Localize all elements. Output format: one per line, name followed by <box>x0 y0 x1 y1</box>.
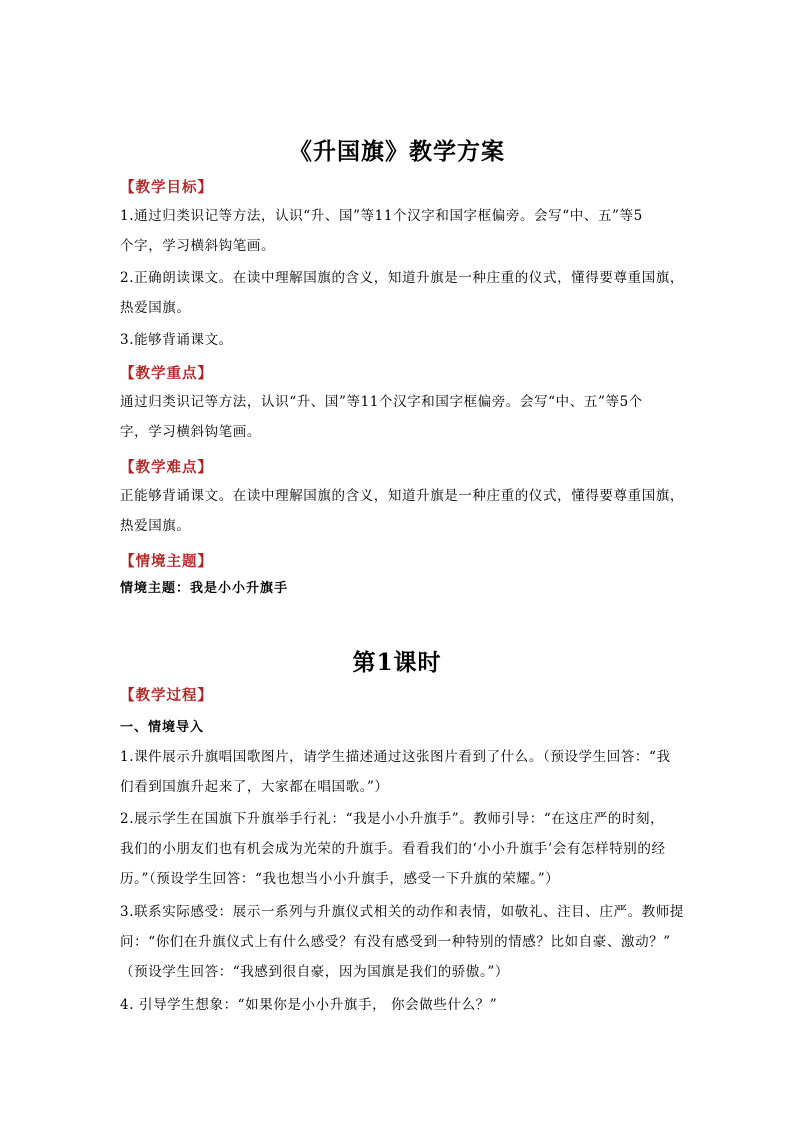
process-step-2 <box>120 804 692 894</box>
step-2-line-2: 我们的小朋友们也有机会成为光荣的升旗手。看看我们的‘小小升旗手’会有怎样特别的经 <box>120 841 666 857</box>
key-points-line-1: 通过归类识记等方法，认识“升、国”等11个汉字和国字框偏旁。会写“中、五”等5个 <box>120 394 643 410</box>
objective-2-line-2: 热爱国旗。 <box>120 300 191 316</box>
objective-1-line-2: 个字，学习横斜钩笔画。 <box>120 238 276 254</box>
step-1-line-2: 们看到国旗升起来了，大家都在唱国歌。”） <box>120 779 389 795</box>
objective-2-line-1: 2.正确朗读课文。在读中理解国旗的含义，知道升旗是一种庄重的仪式，懂得要尊重国旗， <box>120 270 684 286</box>
process-heading: 【教学过程】 <box>120 687 213 704</box>
objective-3-line-1: 3.能够背诵课文。 <box>120 332 233 348</box>
step-2-line-1: 2.展示学生在国旗下升旗举手行礼：“我是小小升旗手”。教师引导：“在这庄严的时刻， <box>120 811 665 827</box>
key-points-text <box>120 387 692 447</box>
difficulties-heading: 【教学难点】 <box>120 459 213 476</box>
step-2-line-3: 历。”（预设学生回答：“我也想当小小升旗手，感受一下升旗的荣耀。”） <box>120 871 560 887</box>
process-step-4 <box>120 990 692 1020</box>
step-3-line-3: （预设学生回答：“我感到很自豪，因为国旗是我们的骄傲。”） <box>120 964 509 980</box>
objectives-heading: 【教学目标】 <box>120 179 213 196</box>
key-points-heading: 【教学重点】 <box>120 365 213 382</box>
process-step-1 <box>120 742 692 802</box>
step-4-line-1: 4. 引导学生想象：“如果你是小小升旗手， 你会做些什么？” <box>120 997 498 1013</box>
objective-item-1 <box>120 201 692 261</box>
objective-1-line-1: 1.通过归类识记等方法，认识“升、国”等11个汉字和国字框偏旁。会写“中、五”等5 <box>120 208 643 224</box>
step-3-line-1: 3.联系实际感受：展示一系列与升旗仪式相关的动作和表情，如敬礼、注目、庄严。教师提 <box>120 904 684 920</box>
process-step-3 <box>120 897 692 987</box>
document-title: 《升国旗》教学方案 <box>289 138 505 165</box>
difficulties-line-2: 热爱国旗。 <box>120 518 191 534</box>
step-1-line-1: 1.课件展示升旗唱国歌图片，请学生描述通过这张图片看到了什么。（预设学生回答：“我 <box>120 749 671 765</box>
process-section-title: 一、情境导入 <box>120 720 205 735</box>
key-points-line-2: 字，学习横斜钩笔画。 <box>120 424 261 440</box>
theme-heading: 【情境主题】 <box>120 553 213 570</box>
difficulties-line-1: 正能够背诵课文。在读中理解国旗的含义，知道升旗是一种庄重的仪式，懂得要尊重国旗， <box>120 488 684 504</box>
lesson-title: 第1课时 <box>352 649 442 676</box>
objective-item-2 <box>120 263 692 323</box>
theme-text: 情境主题：我是小小升旗手 <box>120 581 289 596</box>
difficulties-text <box>120 481 692 541</box>
objective-item-3 <box>120 325 692 355</box>
step-3-line-2: 问：“你们在升旗仪式上有什么感受？有没有感受到一种特别的情感？比如自豪、激动？” <box>120 934 671 950</box>
